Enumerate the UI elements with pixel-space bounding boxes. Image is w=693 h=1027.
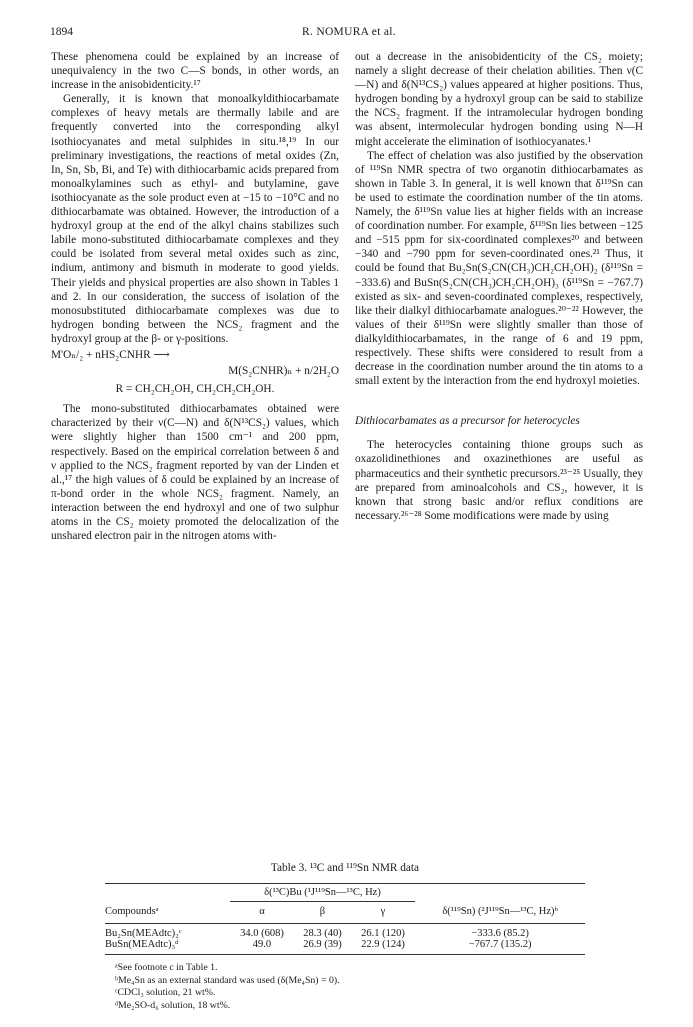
table-header: γ [351, 902, 415, 924]
table-footnote: ᵃSee footnote c in Table 1. [115, 962, 218, 973]
equation-reactants: M'Oₙ/₂ + nHS₂CNHR ⟶ [51, 348, 170, 361]
table-cell: 28.3 (40) [294, 924, 351, 940]
table-footnotes [105, 962, 585, 1012]
paragraph: These phenomena could be explained by an increase of unequivalency in the two C—S bonds, in other words, an increase in the anisobidenticity.¹⁷ [51, 51, 339, 92]
table-header: δ(¹¹⁹Sn) (²J¹¹⁹Sn—¹³C, Hz)ᵇ [442, 905, 558, 917]
table-header: α [230, 902, 294, 924]
table-cell: 49.0 [230, 939, 294, 955]
left-column [51, 50, 339, 543]
nmr-data-table [105, 862, 585, 1012]
equation-substituents: R = CH₂CH₂OH, CH₂CH₂CH₂OH. [115, 383, 275, 396]
table-header: Compoundsᵃ [105, 905, 159, 917]
table-caption: Table 3. ¹³C and ¹¹⁹Sn NMR data [270, 862, 420, 874]
paragraph: The effect of chelation was also justified by the observation of ¹¹⁹Sn NMR spectra of two organotin dithiocarbamates as shown in Table 3. In general, it is well known that δ¹¹⁹Sn can be used to estimate the coordination number of the tin atoms. Namely, the δ¹¹⁹Sn value lies at higher fields with an increase of coordination number. For example, δ¹¹⁹Sn lies between −125 and −515 ppm for six-coordinated complexes²⁰ and between −340 and −790 ppm for seven-coordinated ones.²¹ Thus, it could be found that Bu₂Sn(S₂CN(CH₃)CH₂CH₂OH)₂ (δ¹¹⁹Sn = −333.6) and BuSn(S₂CN(CH₃)CH₂CH₂OH)₃ (δ¹¹⁹Sn = −767.7) existed as six- and seven-coordinated complexes, respectively, like their dialkyl dithiocarbamate analogues.²⁰⁻²² However, the values of their δ¹¹⁹Sn were slightly smaller than those of dialkyldithiocarbamates, in the range of 6 and 19 ppm, respectively. These shifts were considered to result from a decrease in the coordination number around the tin atoms to a small extent by the interaction from the end hydroxyl moieties. [355, 149, 643, 388]
page-header [50, 26, 648, 42]
paragraph: The heterocycles containing thione groups such as oxazolidinethiones and oxazinethiones are useful as pharmaceutics and their synthetic precursors.²³⁻²⁵ Usually, they are prepared from aminoalcohols and CS₂, however, it is known that strong basic and/or reflux conditions are necessary.²⁶⁻²⁸ Some modifications were made by using [355, 439, 643, 522]
table-group-header-row [105, 884, 585, 902]
table-cell: −333.6 (85.2) [415, 924, 585, 940]
table-cell: 22.9 (124) [351, 939, 415, 955]
table-cell: BuSn(MEAdtc)₃ᵈ [105, 939, 230, 955]
table-cell: 26.1 (120) [351, 924, 415, 940]
right-column [355, 50, 643, 523]
running-title: R. NOMURA et al. [302, 26, 396, 38]
paragraph: The mono-substituted dithiocarbamates obtained were characterized by their ν(C—N) and δ(N¹³CS₂) values, which were slightly higher than 1500 cm⁻¹ and 200 ppm, respectively. Based on the empirical correlation between δ and ν applied to the NCS₂ fragment reported by van der Linden et al.,¹⁷ the high values of δ could be explained by an increase of π-bond order in the whole NCS₂ fragment. Namely, an interaction between the end hydroxyl and one of two sulphur atoms in the CS₂ moiety promoted the delocalization of the unshared electron pair in the nitrogen atoms with- [51, 403, 339, 543]
table-row [105, 924, 585, 940]
paragraph: Generally, it is known that monoalkyldithiocarbamate complexes of heavy metals are thermally labile and are frequently converted into the corresponding alkyl isothiocyanates and metal sulphides in situ.¹⁸,¹⁹ In our preliminary investigations, the reactions of metal oxides (Zn, In, Sn, Sb, Bi, and Te) with dithiocarbamic acids prepared from monoalkylamines such as ethyl- and butylamine, gave isothiocyanate as the sole product even at −15 to −10°C and no dithiocarbamate was obtained. However, the introduction of a hydroxyl group at the end of the alkyl chains stabilizes such labile mono-substituted dithiocarbamate complexes and they could be isolated from several metal oxides such as zinc, indium, antimony and bismuth in moderate to good yields. Their yields and physical properties are also shown in Tables 1 and 2. In our consideration, the success of isolation of the monosubstituted dithiocarbamate complexes was due to hydrogen bonding between the NCS₂ fragment and the hydroxyl group at the β- or γ-positions. [51, 93, 339, 345]
table-row [105, 939, 585, 955]
table-footnote: ᶜCDCl₃ solution, 21 wt%. [115, 987, 216, 998]
table-header-row [105, 902, 585, 924]
page-number: 1894 [50, 26, 73, 38]
section-heading: Dithiocarbamates as a precursor for heterocycles [355, 415, 580, 428]
equation-products: M(S₂CNHR)ₙ + n/2H₂O [228, 365, 339, 378]
paragraph: out a decrease in the anisobidenticity of the CS₂ moiety; namely a slight decrease of their chelation abilities. Then ν(C—N) and δ(N¹³CS₂) values appeared at higher positions. Thus, hydrogen bonding by a hydroxyl group can be said to stabilize the NCS₂ fragment. If the intramolecular hydrogen bonding was absent, intermolecular hydrogen bonding using N—H might accelerate the elimination of isothiocyanates.¹ [355, 51, 643, 148]
table-group-header: δ(¹³C)Bu (¹J¹¹⁹Sn—¹³C, Hz) [230, 884, 415, 902]
table-footnote: ᵈMe₂SO-d₆ solution, 18 wt%. [115, 999, 231, 1011]
table [105, 883, 585, 955]
table-footnote: ᵇMe₄Sn as an external standard was used (δ(Me₄Sn) = 0). [115, 974, 340, 986]
table-cell: 26.9 (39) [294, 939, 351, 955]
table-cell: −767.7 (135.2) [415, 939, 585, 955]
table-cell: Bu₂Sn(MEAdtc)₂ᶜ [105, 924, 230, 940]
table-header: β [294, 902, 351, 924]
reaction-equation [51, 348, 339, 396]
table-cell: 34.0 (608) [230, 924, 294, 940]
